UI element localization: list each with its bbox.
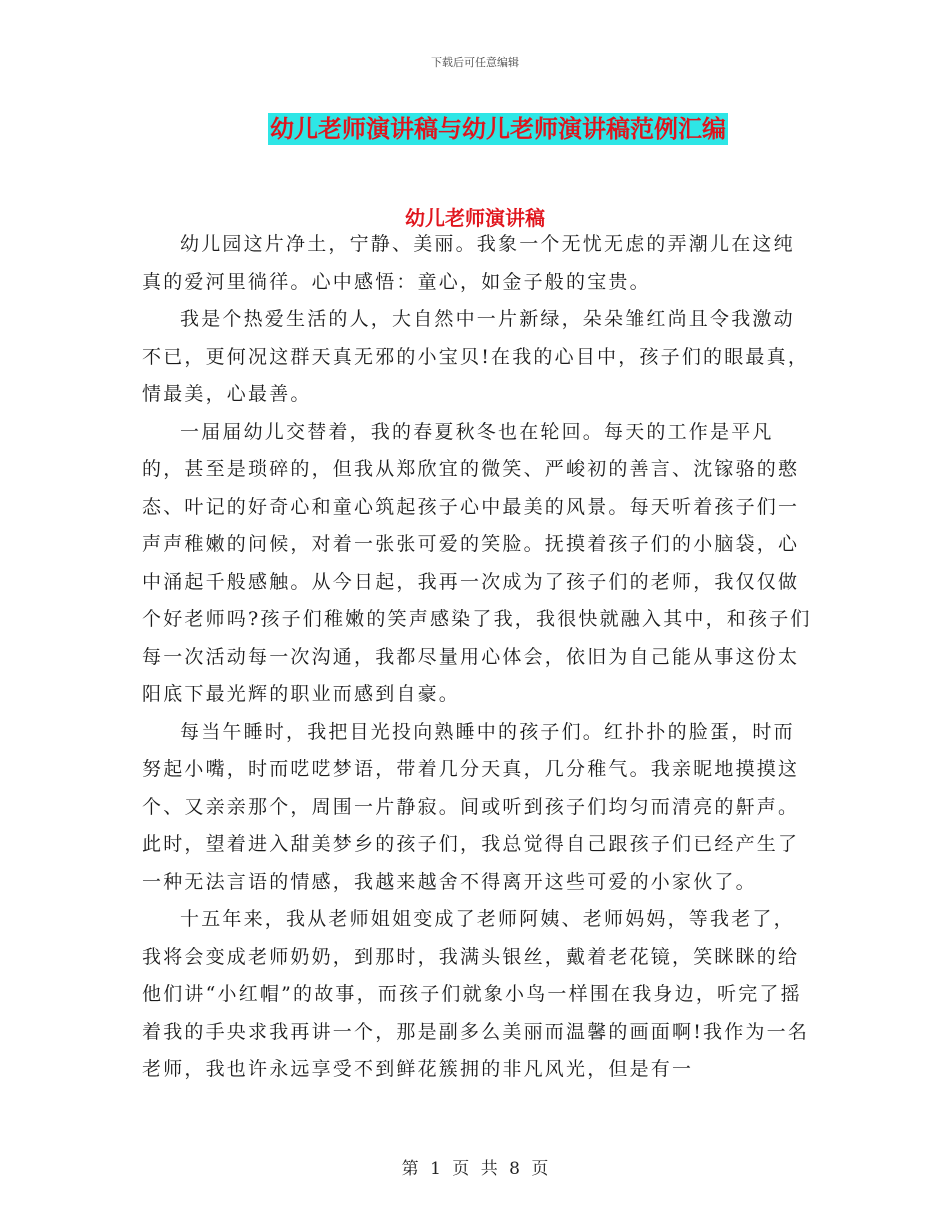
page-number: 第 1 页 共 8 页 (401, 1159, 549, 1179)
document-title-block (0, 113, 950, 145)
paragraph-1: 幼儿园这片净土，宁静、美丽。我象一个无忧无虑的弄潮儿在这纯真的爱河里徜徉。心中感悟：童心，如金子般的宝贵。 (142, 233, 795, 293)
paragraph-5: 十五年来，我从老师姐姐变成了老师阿姨、老师妈妈，等我老了，我将会变成老师奶奶，到那时，我满头银丝，戴着老花镜，笑眯眯的给他们讲“小红帽”的故事，而孩子们就象小鸟一样围在我身边，听完了摇着我的手央求我再讲一个，那是副多么美丽而温馨的画面啊!我作为一名老师，我也许永远享受不到鲜花簇拥的非凡风光，但是有一 (142, 908, 810, 1080)
page-header-note: 下载后可任意编辑 (431, 56, 519, 69)
section-title: 幼儿老师演讲稿 (405, 206, 545, 230)
document-title: 幼儿老师演讲稿与幼儿老师演讲稿范例汇编 (270, 115, 726, 143)
paragraph-3: 一届届幼儿交替着，我的春夏秋冬也在轮回。每天的工作是平凡的，甚至是琐碎的，但我从郑欣宜的微笑、严峻初的善言、沈镓骆的憨态、叶记的好奇心和童心筑起孩子心中最美的风景。每天听着孩子们一声声稚嫩的问候，对着一张张可爱的笑脸。抚摸着孩子们的小脑袋，心中涌起千般感触。从今日起，我再一次成为了孩子们的老师，我仅仅做个好老师吗?孩子们稚嫩的笑声感染了我，我很快就融入其中，和孩子们每一次活动每一次沟通，我都尽量用心体会，依旧为自己能从事这份太阳底下最光辉的职业而感到自豪。 (142, 420, 812, 705)
body-text (142, 226, 814, 1089)
paragraph-2: 我是个热爱生活的人，大自然中一片新绿，朵朵雏红尚且令我激动不已，更何况这群天真无邪的小宝贝!在我的心目中，孩子们的眼最真，情最美，心最善。 (142, 308, 810, 405)
paragraph-4: 每当午睡时，我把目光投向熟睡中的孩子们。红扑扑的脸蛋，时而努起小嘴，时而呓呓梦语，带着几分天真，几分稚气。我亲昵地摸摸这个、又亲亲那个，周围一片静寂。间或听到孩子们均匀而清亮的鼾声。此时，望着进入甜美梦乡的孩子们，我总觉得自己跟孩子们已经产生了一种无法言语的情感，我越来越舍不得离开这些可爱的小家伙了。 (142, 720, 800, 893)
